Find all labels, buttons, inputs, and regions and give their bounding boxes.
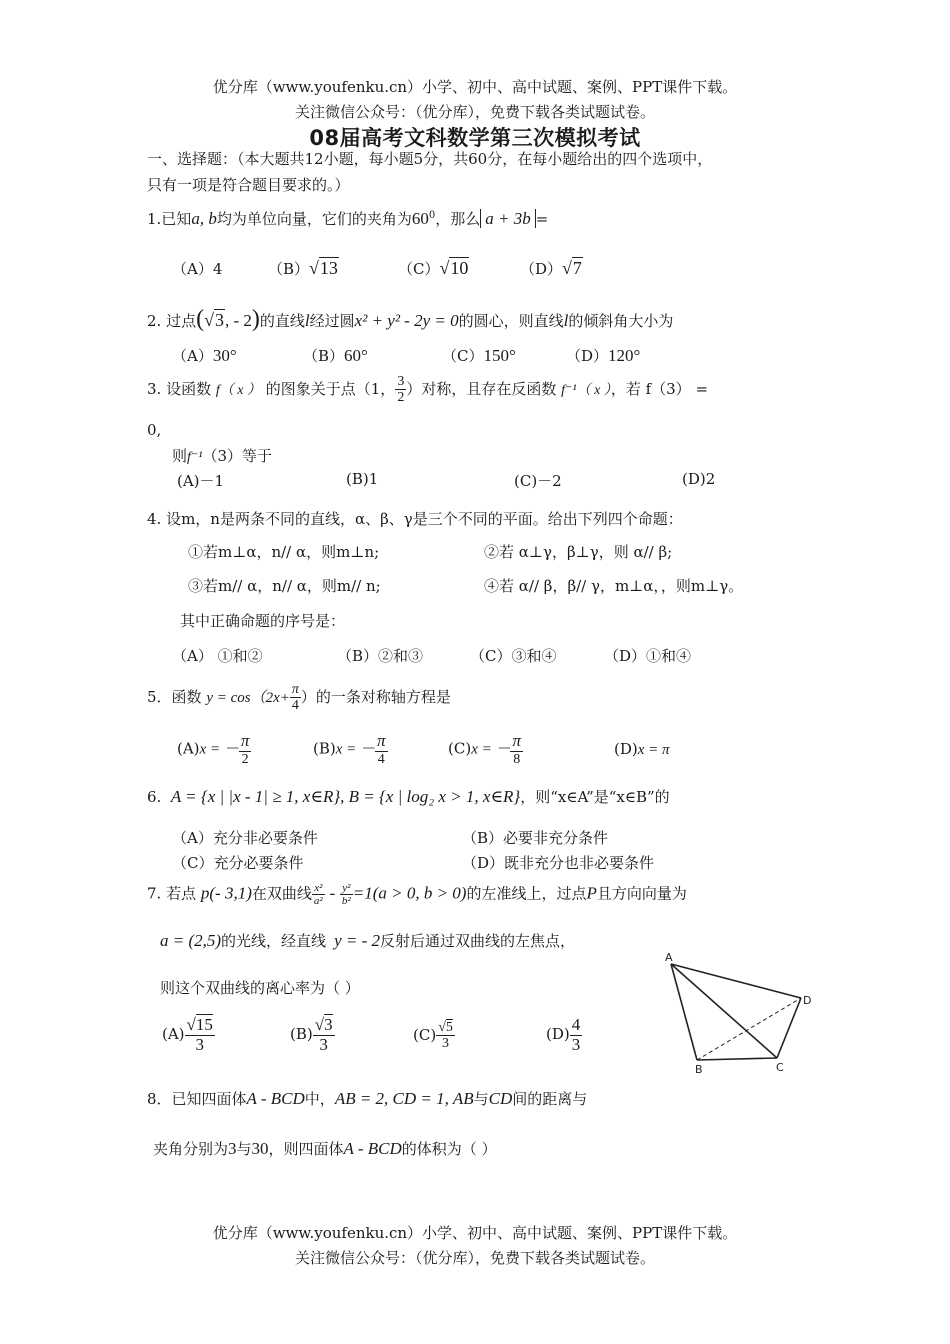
q8-distance-value: 3 xyxy=(228,1139,237,1158)
q5-option-b-den: 4 xyxy=(377,751,385,767)
q2-mid-1: 的直线 xyxy=(259,312,305,330)
q2-option-a-label: （A） xyxy=(172,347,213,365)
q6-option-a: （A）充分非必要条件 xyxy=(172,829,318,847)
q1-option-c-value: 10 xyxy=(450,258,469,278)
q1-option-c-label: （C） xyxy=(398,260,440,278)
q7-fraction-x-den: a² xyxy=(313,895,323,908)
q6-post: ，则“x∈A”是“x∈B”的 xyxy=(520,788,670,806)
section-heading-line-1: 一、选择题：（本大题共12小题，每小题5分，共60分，在每小题给出的四个选项中， xyxy=(147,150,713,168)
q1-mid: 均为单位向量，它们的夹角为 xyxy=(216,210,412,228)
q3-fraction xyxy=(395,374,406,406)
q8-condition: AB = 2, CD = 1, AB xyxy=(334,1089,474,1108)
q2-line-l-2: l xyxy=(563,311,569,330)
question-2-stem xyxy=(147,306,673,333)
question-7-stem xyxy=(147,882,687,907)
q3-option-a: (A)－1 xyxy=(177,472,225,490)
q2-option-c xyxy=(442,345,516,366)
q5-option-a-num: π xyxy=(240,731,250,750)
q7-option-b-den: 3 xyxy=(319,1034,328,1054)
q2-mid-2: 经过圆 xyxy=(309,312,355,330)
q1-option-a: （A）4 xyxy=(172,260,223,278)
q5-fraction-numerator: π xyxy=(291,682,299,697)
q1-option-d-sqrt: √7 xyxy=(562,258,582,278)
q7-option-d-fraction xyxy=(570,1016,583,1054)
q8-line-2-pre: 夹角分别为 xyxy=(153,1140,229,1158)
q3-mid: 的图象关于点（1， xyxy=(265,379,396,398)
q2-pre: 2. 过点 xyxy=(147,312,197,330)
q2-post: 的倾斜角大小为 xyxy=(568,312,674,330)
q1-option-b-sqrt: √13 xyxy=(309,258,338,278)
q1-option-b-label: （B） xyxy=(268,260,310,278)
q7-option-b-fraction xyxy=(313,1016,335,1054)
q2-point-sqrt-value: 3 xyxy=(214,310,224,330)
q7-point: p(- 3,1) xyxy=(200,883,252,903)
q5-option-d-label: (D) xyxy=(614,740,638,758)
q5-option-a-fraction xyxy=(239,732,252,767)
question-4-stem: 4. 设m，n是两条不同的直线，α、β、γ是三个不同的平面。给出下列四个命题： xyxy=(147,510,683,528)
edge-bc xyxy=(697,1058,777,1060)
q7-option-d xyxy=(546,1016,582,1054)
q8-line-2-post: 的体积为（ ） xyxy=(401,1140,497,1158)
q5-option-b-fraction xyxy=(375,732,388,767)
q5-fraction-denominator: 4 xyxy=(291,698,299,714)
question-1-stem xyxy=(147,208,548,229)
q5-option-b-num: π xyxy=(377,731,386,750)
q3-line-3-f: f⁻¹ xyxy=(187,450,203,465)
q2-option-a-value: 30° xyxy=(212,346,237,365)
q2-option-b-value: 60° xyxy=(344,346,368,365)
q4-ask: 其中正确命题的序号是： xyxy=(180,612,346,630)
q2-option-d xyxy=(566,345,640,366)
q7-option-c-den: 3 xyxy=(442,1036,450,1052)
q4-proposition-2: ②若 α⊥γ，β⊥γ，则 α// β; xyxy=(484,543,673,561)
q2-option-a xyxy=(172,345,237,366)
q7-option-a-num-value: 15 xyxy=(195,1015,213,1034)
q1-option-c-sqrt: √10 xyxy=(439,258,469,278)
q2-point-sqrt: √3 xyxy=(204,310,224,330)
q7-line-3: 则这个双曲线的离心率为（ ） xyxy=(160,979,360,997)
q1-option-d-value: 7 xyxy=(572,258,582,278)
q7-option-a-num: √15 xyxy=(186,1015,213,1034)
q7-option-c-num: √5 xyxy=(438,1020,453,1035)
q8-tetrahedron: A - BCD xyxy=(246,1089,305,1108)
vertex-label-d: D xyxy=(803,994,812,1007)
q1-option-c xyxy=(398,258,469,279)
q7-option-d-den: 3 xyxy=(571,1034,581,1054)
q8-post: 间的距离与 xyxy=(512,1090,588,1108)
q1-angle: 60 xyxy=(411,209,429,228)
q5-option-d xyxy=(614,740,670,759)
q8-line-2-mid-2: ，则四面体 xyxy=(268,1140,344,1158)
q7-point-p: P xyxy=(586,883,597,903)
q1-pre: 1.已知 xyxy=(147,210,192,228)
q4-option-b: （B）②和③ xyxy=(337,647,424,665)
header-line-2: 关注微信公众号：（优分库），免费下载各类试题试卷。 xyxy=(294,103,655,121)
edge-bd-hidden xyxy=(697,998,801,1060)
q2-option-c-label: （C） xyxy=(442,347,484,365)
q1-option-d xyxy=(520,258,583,279)
q2-point-rest: , - 2 xyxy=(224,311,252,330)
q7-pre: 7. 若点 xyxy=(147,884,197,903)
q3-line-2: 0, xyxy=(147,421,162,439)
q1-degree: 0 xyxy=(428,210,436,221)
q5-option-b-eq: x = － xyxy=(335,741,376,758)
q1-equals: = xyxy=(535,210,549,228)
q7-line-2-text-b: 反射后通过双曲线的左焦点， xyxy=(380,932,576,950)
q8-mid-2: 与 xyxy=(473,1090,489,1108)
q3-inverse-function: f⁻¹（ x ） xyxy=(561,382,611,398)
q6-option-b: （B）必要非充分条件 xyxy=(462,829,609,847)
q5-option-c-fraction xyxy=(510,732,523,767)
q7-line-2-text-a: 的光线，经直线 xyxy=(221,932,327,950)
q7-option-a-label: (A) xyxy=(162,1025,185,1044)
q8-cd: CD xyxy=(488,1089,513,1108)
q7-option-a xyxy=(162,1016,215,1054)
q1-post: ，那么 xyxy=(435,210,481,228)
q4-proposition-3: ③若m// α，n// α，则m// n; xyxy=(188,577,381,595)
q7-option-a-fraction xyxy=(185,1016,215,1054)
q5-option-c-den: 8 xyxy=(513,751,521,767)
q5-option-c xyxy=(448,732,523,767)
q4-proposition-4: ④若 α// β，β// γ，m⊥α，，则m⊥γ。 xyxy=(484,577,744,595)
q7-direction-vector: a = (2,5) xyxy=(160,931,222,950)
q2-option-b-label: （B） xyxy=(303,347,345,365)
question-6-stem xyxy=(147,786,670,807)
q6-option-c: （C）充分必要条件 xyxy=(172,854,304,872)
q7-option-b-num-value: 3 xyxy=(324,1015,333,1034)
q8-line-2 xyxy=(153,1138,497,1159)
q1-option-d-label: （D） xyxy=(520,260,563,278)
q8-pre: 8．已知四面体 xyxy=(147,1090,247,1108)
q8-line-2-tetrahedron: A - BCD xyxy=(343,1139,402,1158)
q6-set-b: , B = {x | log₂ x > 1, x∈R} xyxy=(340,787,521,806)
q2-option-d-label: （D） xyxy=(566,347,609,365)
q3-fraction-numerator: 3 xyxy=(397,374,405,389)
q2-option-d-value: 120° xyxy=(608,346,641,365)
q5-option-c-num: π xyxy=(512,731,521,750)
q5-pre: 5．函数 xyxy=(147,687,202,706)
q7-fraction-x-num: x² xyxy=(312,882,325,895)
q7-option-c-fraction xyxy=(436,1020,455,1052)
q5-option-d-eq: x = π xyxy=(637,742,670,758)
q7-option-a-den: 3 xyxy=(195,1034,204,1054)
q5-option-b xyxy=(313,732,388,767)
footer-line-2: 关注微信公众号：（优分库），免费下载各类试题试卷。 xyxy=(294,1249,655,1267)
q4-option-a: （A） ①和② xyxy=(172,647,263,665)
q8-line-2-mid: 与 xyxy=(236,1140,252,1158)
q7-option-d-num: 4 xyxy=(571,1015,581,1034)
q3-line-3-pre: 则 xyxy=(172,447,188,465)
q1-option-b xyxy=(268,258,339,279)
q4-option-c: （C）③和④ xyxy=(470,647,557,665)
q7-minus: - xyxy=(329,883,336,903)
q2-point-open: ( xyxy=(196,306,205,332)
q6-option-d: （D）既非充分也非必要条件 xyxy=(462,854,655,872)
q7-condition: =1(a > 0, b > 0) xyxy=(352,883,467,903)
q4-proposition-1: ①若m⊥α，n// α，则m⊥n; xyxy=(188,543,380,561)
section-heading-line-2: 只有一项是符合题目要求的。） xyxy=(147,176,350,194)
q3-function-f: f（ x ） xyxy=(215,382,261,398)
edge-cd xyxy=(777,998,801,1058)
q7-post: 的左准线上，过点 xyxy=(466,884,587,903)
q7-option-c-label: (C) xyxy=(413,1025,437,1044)
tetrahedron-figure xyxy=(655,948,825,1078)
q3-option-c: (C)－2 xyxy=(514,472,562,490)
header-line-1: 优分库（www.youfenku.cn）小学、初中、高中试题、案例、PPT课件下载。 xyxy=(212,78,738,96)
edge-ab xyxy=(671,964,697,1060)
q8-mid: 中， xyxy=(304,1090,335,1108)
q7-fraction-y xyxy=(340,882,353,907)
q7-fraction-x xyxy=(312,882,325,907)
q4-option-d: （D）①和④ xyxy=(604,647,692,665)
q7-fraction-y-num: y² xyxy=(340,882,353,895)
q3-pre: 3. 设函数 xyxy=(147,379,212,398)
q6-number: 6. xyxy=(147,788,162,806)
q3-mid-2: ）对称，且存在反函数 xyxy=(406,379,557,398)
q7-option-c xyxy=(413,1020,455,1052)
vertex-label-b: B xyxy=(695,1063,703,1076)
footer-line-1: 优分库（www.youfenku.cn）小学、初中、高中试题、案例、PPT课件下载。 xyxy=(212,1224,738,1242)
q2-line-l: l xyxy=(304,311,310,330)
q3-option-b: (B)1 xyxy=(346,470,379,488)
q5-post: ）的一条对称轴方程是 xyxy=(300,687,451,706)
q7-option-b-num: √3 xyxy=(314,1015,333,1034)
q5-option-b-label: (B) xyxy=(313,739,336,758)
q7-option-b-label: (B) xyxy=(290,1025,313,1044)
q2-point-close: ) xyxy=(251,306,260,332)
q7-option-d-label: (D) xyxy=(546,1025,570,1044)
q2-option-c-value: 150° xyxy=(483,346,516,365)
q3-option-d: (D)2 xyxy=(682,470,716,488)
q7-mid: 在双曲线 xyxy=(251,884,312,903)
q7-option-c-num-value: 5 xyxy=(445,1020,453,1035)
q7-line-equation: y = - 2 xyxy=(334,931,380,950)
q7-line-2 xyxy=(160,930,575,951)
q5-option-a-den: 2 xyxy=(241,751,249,767)
vertex-label-c: C xyxy=(776,1061,784,1074)
q3-line-3 xyxy=(172,445,272,466)
q5-option-a-label: (A) xyxy=(177,739,200,758)
q6-set-a: A = {x | |x - 1| ≥ 1, x∈R} xyxy=(170,787,341,806)
question-5-stem xyxy=(147,682,451,714)
q3-fraction-denominator: 2 xyxy=(397,390,405,406)
q5-option-a-eq: x = － xyxy=(199,741,239,758)
q7-fraction-y-den: b² xyxy=(341,895,351,908)
question-8-stem xyxy=(147,1088,587,1109)
q2-mid-3: 的圆心，则直线 xyxy=(458,312,564,330)
vertex-label-a: A xyxy=(665,951,673,964)
q5-fraction xyxy=(290,682,301,714)
q1-vars: a, b xyxy=(191,209,217,228)
q5-option-a xyxy=(177,732,251,767)
q5-option-c-eq: x = － xyxy=(471,741,511,758)
q5-function: y = cos（2x+ xyxy=(206,689,290,706)
q2-option-b xyxy=(303,345,368,366)
page-title: 08届高考文科数学第三次模拟考试 xyxy=(309,126,641,150)
q7-option-b xyxy=(290,1016,335,1054)
q1-option-b-value: 13 xyxy=(319,258,338,278)
q2-circle-equation: x² + y² - 2y = 0 xyxy=(354,311,459,330)
q1-expression: a + 3b xyxy=(480,209,535,228)
q8-angle-value: 30 xyxy=(251,1139,269,1158)
q7-post-2: 且方向向量为 xyxy=(596,884,687,903)
q5-option-c-label: (C) xyxy=(448,739,472,758)
q3-line-3-post: （3）等于 xyxy=(202,447,273,465)
q3-post: ，若 f（3） = xyxy=(610,379,709,398)
question-3-stem xyxy=(147,374,708,406)
